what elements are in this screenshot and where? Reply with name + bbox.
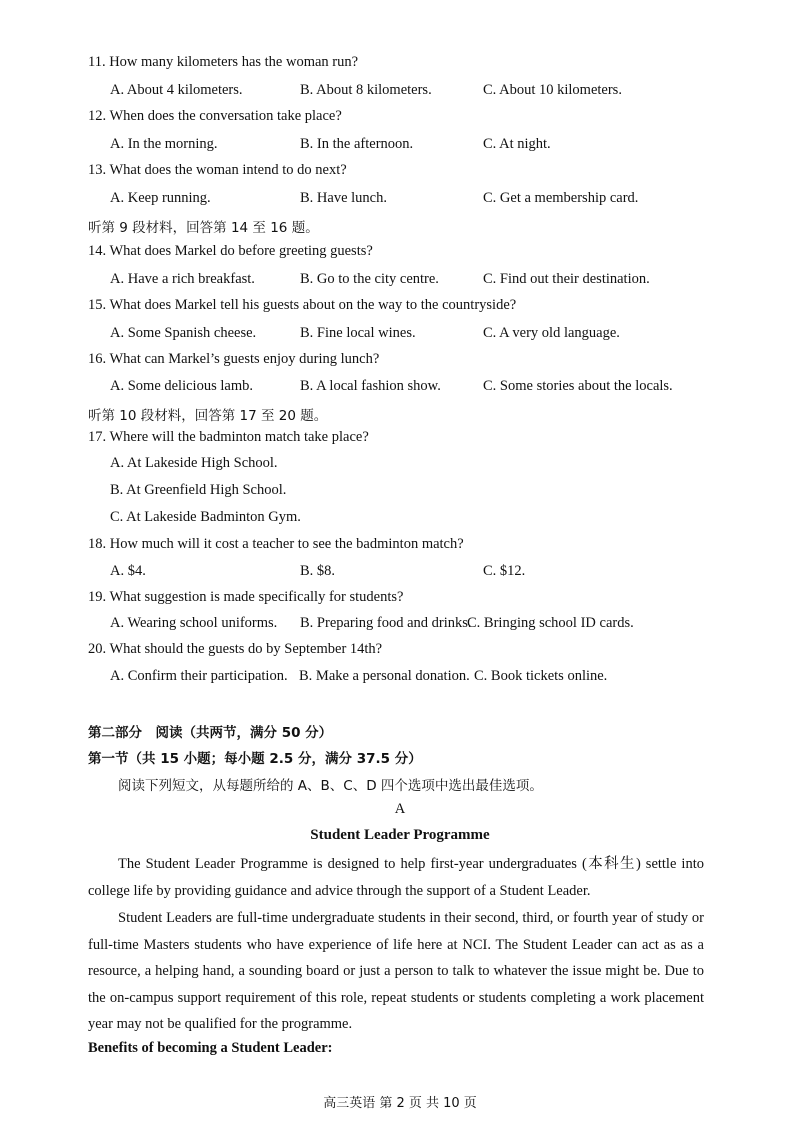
option-12-a: A. In the morning.: [110, 136, 218, 152]
passage-body: [88, 851, 704, 1038]
option-14-a: A. Have a rich breakfast.: [110, 271, 255, 287]
benefits-heading: Benefits of becoming a Student Leader:: [88, 1040, 333, 1056]
option-12-c: C. At night.: [483, 136, 551, 152]
passage-paragraph-1: The Student Leader Programme is designed to help first-year undergraduates (本科生) settle into college life by providing guidance and advice through the support of a Student Leader.: [88, 856, 704, 899]
question-19: 19. What suggestion is made specifically for students?: [88, 589, 404, 605]
question-11: 11. How many kilometers has the woman run?: [88, 54, 359, 70]
option-16-c: C. Some stories about the locals.: [483, 378, 673, 394]
option-11-a: A. About 4 kilometers.: [110, 82, 243, 98]
option-14-b: B. Go to the city centre.: [300, 271, 439, 287]
option-20-a: A. Confirm their participation.: [110, 668, 288, 684]
option-13-c: C. Get a membership card.: [483, 190, 639, 206]
option-11-c: C. About 10 kilometers.: [483, 82, 622, 98]
passage-letter: A: [394, 801, 406, 817]
option-20-b: B. Make a personal donation.: [299, 668, 470, 684]
option-19-c: C. Bringing school ID cards.: [467, 615, 634, 631]
option-18-c: C. $12.: [483, 563, 526, 579]
section-1-heading: 第一节（共 15 小题；每小题 2.5 分，满分 37.5 分）: [88, 751, 422, 767]
option-16-a: A. Some delicious lamb.: [110, 378, 253, 394]
question-17: 17. Where will the badminton match take place?: [88, 429, 369, 445]
question-13: 13. What does the woman intend to do next?: [88, 162, 347, 178]
option-17-c: C. At Lakeside Badminton Gym.: [110, 509, 301, 525]
question-20: 20. What should the guests do by September 14th?: [88, 641, 383, 657]
option-20-c: C. Book tickets online.: [474, 668, 608, 684]
option-12-b: B. In the afternoon.: [300, 136, 414, 152]
option-14-c: C. Find out their destination.: [483, 271, 650, 287]
question-15: 15. What does Markel tell his guests about on the way to the countryside?: [88, 297, 517, 313]
question-14: 14. What does Markel do before greeting guests?: [88, 243, 373, 259]
option-18-b: B. $8.: [300, 563, 336, 579]
page-footer: 高三英语 第 2 页 共 10 页: [323, 1096, 477, 1111]
instruction-passage-9: 听第 9 段材料，回答第 14 至 16 题。: [88, 220, 319, 236]
instruction-passage-10: 听第 10 段材料，回答第 17 至 20 题。: [88, 408, 328, 424]
option-19-b: B. Preparing food and drinks.: [300, 615, 472, 631]
option-13-a: A. Keep running.: [110, 190, 211, 206]
passage-title: Student Leader Programme: [310, 827, 490, 843]
option-19-a: A. Wearing school uniforms.: [110, 615, 278, 631]
question-16: 16. What can Markel’s guests enjoy during lunch?: [88, 351, 380, 367]
question-12: 12. When does the conversation take place?: [88, 108, 342, 124]
option-15-b: B. Fine local wines.: [300, 325, 416, 341]
passage-paragraph-2: Student Leaders are full-time undergraduate students in their second, third, or fourth year of study or full-time Masters students who have experience of life here at NCI. The Student Leader can act as as a resource, a helping hand, a sounding board or just a person to talk to whatever the issue might be. Due to the on-campus support requirement of this role, repeat students or students completing a work placement year may not be qualified for the programme.: [88, 910, 704, 1032]
part-2-heading: 第二部分 阅读（共两节，满分 50 分）: [88, 725, 333, 741]
reading-directions: 阅读下列短文，从每题所给的 A、B、C、D 四个选项中选出最佳选项。: [118, 778, 543, 794]
option-15-c: C. A very old language.: [483, 325, 620, 341]
option-13-b: B. Have lunch.: [300, 190, 387, 206]
option-15-a: A. Some Spanish cheese.: [110, 325, 257, 341]
option-11-b: B. About 8 kilometers.: [300, 82, 432, 98]
option-16-b: B. A local fashion show.: [300, 378, 441, 394]
question-18: 18. How much will it cost a teacher to see the badminton match?: [88, 536, 464, 552]
option-18-a: A. $4.: [110, 563, 146, 579]
option-17-b: B. At Greenfield High School.: [110, 482, 287, 498]
option-17-a: A. At Lakeside High School.: [110, 455, 278, 471]
